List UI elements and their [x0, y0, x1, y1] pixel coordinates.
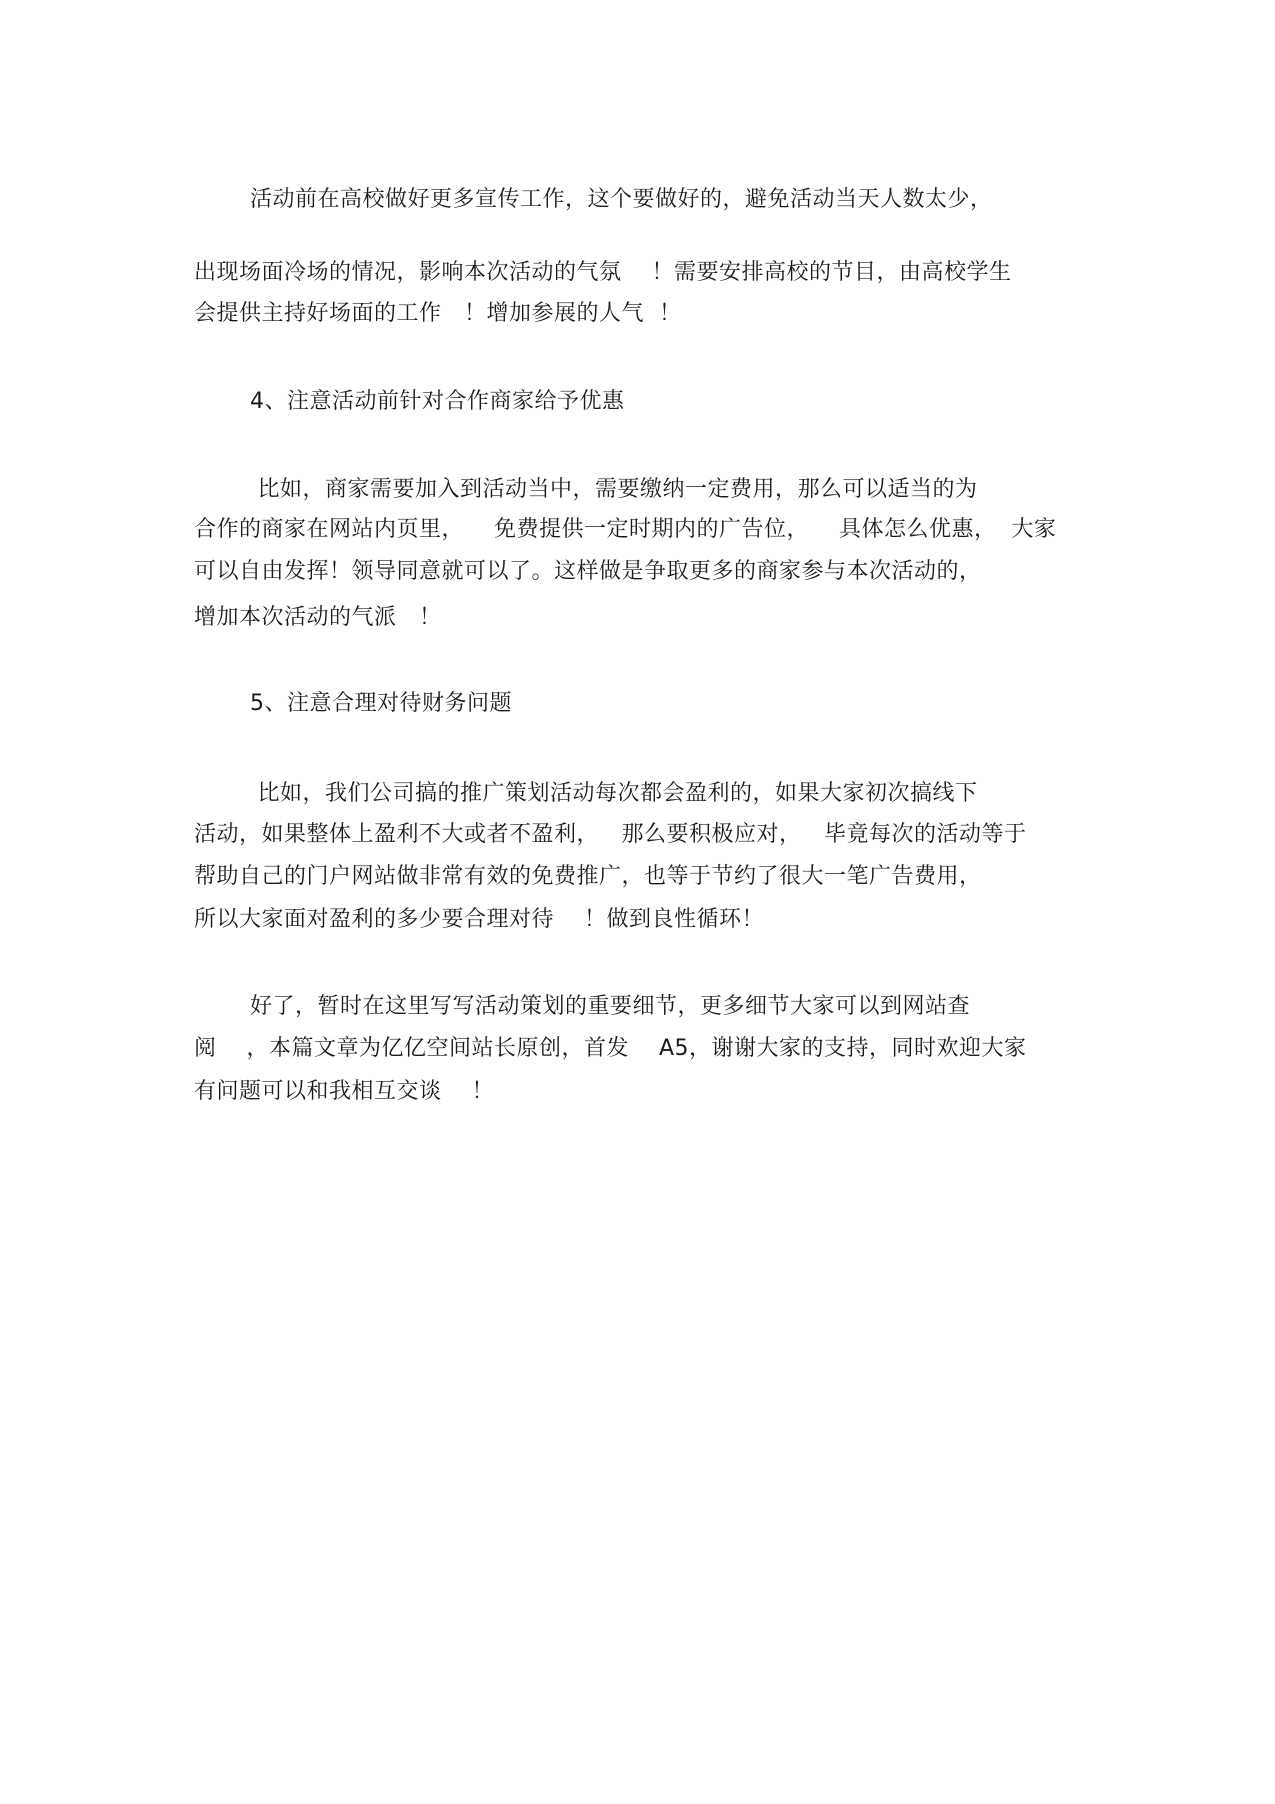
text-line: 比如，商家需要加入到活动当中，需要缴纳一定费用，那么可以适当的为 [250, 477, 978, 502]
text-line: 活动，如果整体上盈利不大或者不盈利， 那么要积极应对， 毕竟每次的活动等于 [194, 822, 1027, 847]
text-line: 合作的商家在网站内页里， 免费提供一定时期内的广告位， 具体怎么优惠， 大家 [194, 517, 1057, 542]
text-line: 好了，暂时在这里写写活动策划的重要细节，更多细节大家可以到网站查 [250, 994, 971, 1019]
text-line: 帮助自己的门户网站做非常有效的免费推广，也等于节约了很大一笔广告费用， [194, 864, 982, 889]
text-line: 活动前在高校做好更多宣传工作，这个要做好的，避免活动当天人数太少， [250, 187, 993, 212]
text-line: 阅 ，本篇文章为亿亿空间站长原创，首发 A5，谢谢大家的支持，同时欢迎大家 [194, 1036, 1027, 1061]
text-line: 比如，我们公司搞的推广策划活动每次都会盈利的，如果大家初次搞线下 [250, 781, 978, 806]
text-line: 所以大家面对盈利的多少要合理对待 ！做到良性循环！ [194, 907, 764, 932]
text-line: 有问题可以和我相互交谈 ！ [194, 1079, 494, 1104]
section-heading-5: 5、注意合理对待财务问题 [250, 691, 512, 716]
text-line: 增加本次活动的气派 ！ [194, 605, 442, 630]
text-line: 会提供主持好场面的工作 ！增加参展的人气 ！ [194, 301, 682, 326]
text-line: 可以自由发挥！领导同意就可以了。这样做是争取更多的商家参与本次活动的， [194, 559, 982, 584]
section-heading-4: 4、注意活动前针对合作商家给予优惠 [250, 389, 625, 414]
text-line: 出现场面冷场的情况，影响本次活动的气氛 ！需要安排高校的节目，由高校学生 [194, 260, 1012, 285]
